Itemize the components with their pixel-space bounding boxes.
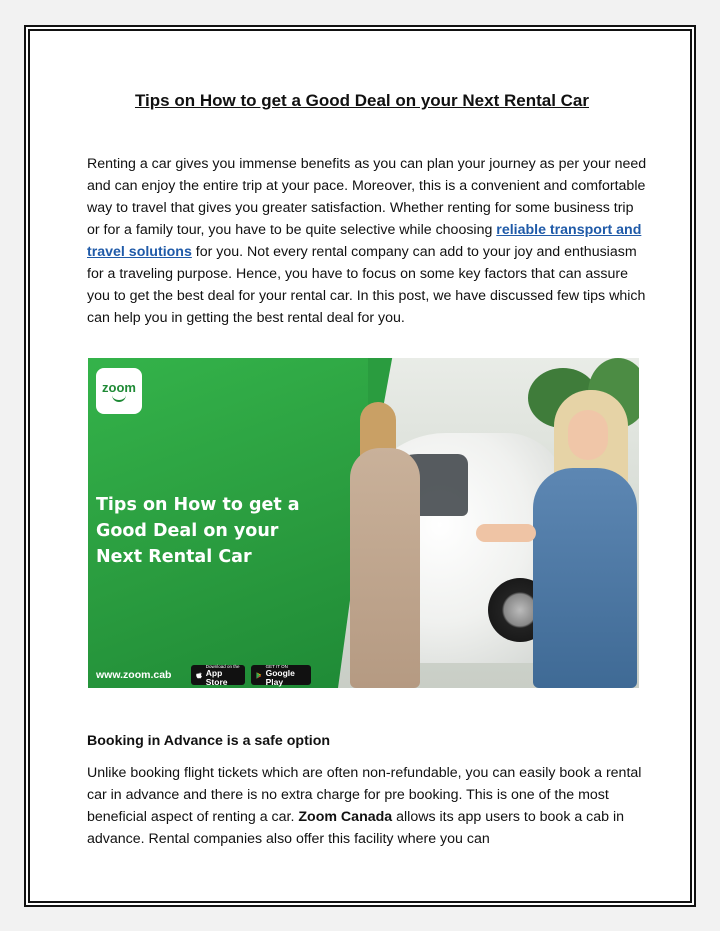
google-play-icon: [256, 671, 263, 680]
person-in-coat: [350, 448, 420, 688]
section-text-after: allows its app users to book a cab in advance. Rental companies also offer this facility where you can: [87, 809, 625, 847]
logo-text: zoom: [102, 379, 136, 395]
zoom-logo: [96, 368, 142, 414]
article-banner-image: [88, 358, 639, 688]
banner-url: www.zoom.cab: [96, 669, 172, 681]
google-play-small-text: GET IT ON: [265, 663, 288, 669]
google-play-big-text: Google Play: [265, 667, 295, 687]
document-title: Tips on How to get a Good Deal on your Next Rental Car: [134, 91, 589, 110]
intro-text-after: for you. Not every rental company can add to your joy and enthusiasm for a traveling purpose. Hence, you have to focus on some key factors that can assure you to get the best deal for your rental car. In this post, we have discussed few tips which can help you in getting the best rental deal for you.: [87, 244, 646, 326]
apple-icon: [196, 671, 203, 680]
document-sheet: [28, 29, 692, 903]
section-heading: Booking in Advance is a safe option: [87, 733, 331, 749]
google-play-badge[interactable]: [251, 665, 311, 685]
app-store-badge[interactable]: [191, 665, 245, 685]
person-in-denim-dress: [533, 468, 637, 688]
section-text-before: Unlike booking flight tickets which are often non-refundable, you can easily book a rental car in advance and there is no extra charge for pre booking. This is one of the most beneficial aspect of renting a car.: [87, 765, 642, 825]
section-paragraph: [87, 762, 647, 850]
intro-text-before: Renting a car gives you immense benefits as you can plan your journey as per your need and can enjoy the entire trip at your pace. Moreover, this is a convenient and comfortable way to travel that gives you greater satisfaction. Whether renting for some business trip or for a family tour, you have to be quite selective while choosing: [87, 156, 647, 238]
banner-heading: Tips on How to get a Good Deal on your Next Rental Car: [96, 495, 300, 567]
app-store-small-text: Download on the: [205, 663, 240, 669]
intro-paragraph: [87, 153, 647, 329]
zoom-canada-bold: Zoom Canada: [298, 809, 393, 825]
handshake: [476, 524, 536, 542]
travel-solutions-link[interactable]: reliable transport and travel solutions: [87, 222, 642, 260]
person-face: [568, 410, 608, 460]
logo-smile-icon: [112, 394, 126, 402]
app-store-big-text: App Store: [205, 667, 228, 687]
